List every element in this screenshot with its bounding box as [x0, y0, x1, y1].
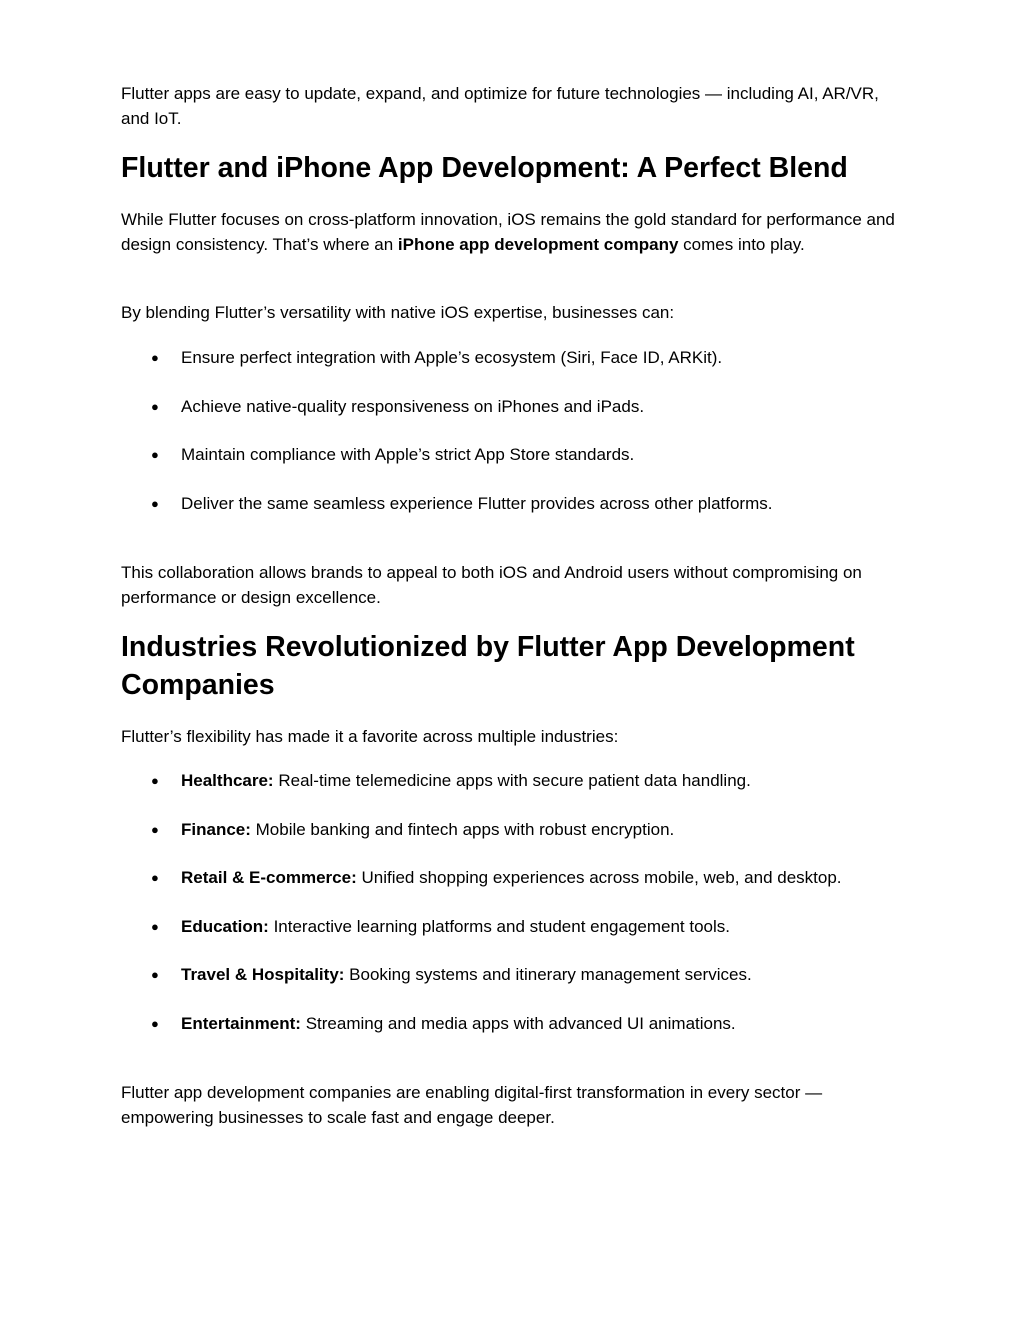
- list-item: [181, 915, 921, 939]
- list-item: ● Achieve native-quality responsiveness on iPhones and iPads.: [181, 395, 921, 419]
- paragraph: This collaboration allows brands to appeal to both iOS and Android users without compromising on performance or design excellence.: [121, 563, 862, 607]
- label: Retail & E-commerce:: [181, 868, 357, 887]
- list-item: [181, 769, 921, 793]
- label: Healthcare:: [181, 771, 274, 790]
- paragraph: By blending Flutter’s versatility with native iOS expertise, businesses can:: [121, 303, 675, 322]
- list-item: ● Deliver the same seamless experience Flutter provides across other platforms.: [181, 492, 921, 516]
- label: Entertainment:: [181, 1014, 301, 1033]
- list-item: ● Maintain compliance with Apple’s strict App Store standards.: [181, 443, 921, 467]
- paragraph: Flutter app development companies are enabling digital-first transformation in every sector — empowering businesses to scale fast and engage deeper.: [121, 1083, 823, 1127]
- paragraph: Flutter apps are easy to update, expand, and optimize for future technologies — including AI, AR/VR, and IoT.: [121, 84, 879, 128]
- bold-text: iPhone app development company: [397, 234, 679, 254]
- list-item: [181, 866, 921, 890]
- paragraph: [121, 208, 911, 257]
- heading: Flutter and iPhone App Development: A Perfect Blend: [121, 152, 848, 184]
- text: Booking systems and itinerary management services.: [344, 965, 752, 984]
- text: Interactive learning platforms and student engagement tools.: [268, 917, 731, 936]
- heading: Industries Revolutionized by Flutter App Development Companies: [121, 631, 855, 701]
- list-item: [181, 818, 921, 842]
- list-item: [181, 1012, 921, 1036]
- text: Streaming and media apps with advanced UI animations.: [300, 1014, 736, 1033]
- text: Unified shopping experiences across mobile, web, and desktop.: [356, 868, 842, 887]
- label: Finance:: [181, 820, 251, 839]
- paragraph: Flutter’s flexibility has made it a favorite across multiple industries:: [121, 727, 619, 746]
- text: Mobile banking and fintech apps with robust encryption.: [250, 820, 675, 839]
- list-item: ● Ensure perfect integration with Apple’s ecosystem (Siri, Face ID, ARKit).: [181, 346, 921, 370]
- list-item: [181, 963, 921, 987]
- label: Travel & Hospitality:: [181, 965, 345, 984]
- text: comes into play.: [678, 234, 805, 254]
- text: While Flutter focuses on cross-platform innovation, iOS remains the gold standard for performance and design consistency. That’s where an: [121, 210, 895, 254]
- text: Real-time telemedicine apps with secure patient data handling.: [273, 771, 751, 790]
- label: Education:: [181, 917, 269, 936]
